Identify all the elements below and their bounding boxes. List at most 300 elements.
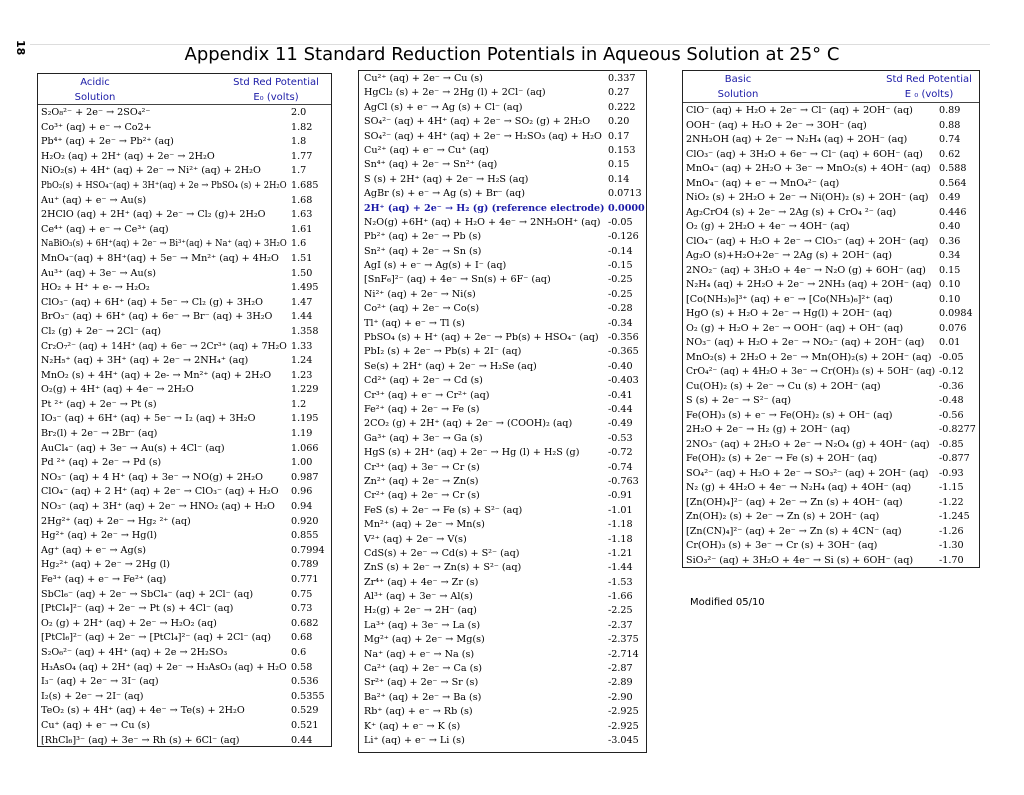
potential-value: 1.2: [291, 398, 307, 410]
potential-value: 0.10: [939, 293, 961, 305]
table-row: [364, 705, 644, 719]
table-row: [364, 144, 644, 158]
table-row: [41, 267, 329, 282]
potential-value: 1.24: [291, 355, 313, 367]
middle-rows: [364, 72, 644, 748]
table-row: [41, 588, 329, 603]
reaction: 2NH₂OH (aq) + 2e⁻ → N₂H₄ (aq) + 2OH⁻ (aq): [686, 134, 908, 145]
reaction: Li⁺ (aq) + e⁻ → Li (s): [364, 734, 465, 746]
reaction: H₂(g) + 2e⁻ → 2H⁻ (aq): [364, 605, 477, 617]
reaction: Cu⁺ (aq) + e⁻ → Cu (s): [41, 719, 150, 731]
table-row: [364, 691, 644, 705]
table-row: [686, 278, 978, 293]
potential-value: 1.19: [291, 428, 313, 440]
table-row: [364, 360, 644, 374]
potential-value: 0.94: [291, 501, 313, 513]
reaction: H₃AsO₄ (aq) + 2H⁺ (aq) + 2e⁻ → H₃AsO₃ (aq) + H₂O: [41, 661, 287, 673]
reaction: Au³⁺ (aq) + 3e⁻ → Au(s): [41, 267, 157, 279]
potential-value: -2.714: [608, 648, 639, 660]
potential-value: 0.01: [939, 337, 961, 348]
reaction: BrO₃⁻ (aq) + 6H⁺ (aq) + 6e⁻ → Br⁻ (aq) + 3H₂O: [41, 311, 273, 323]
reaction: Hg₂²⁺ (aq) + 2e⁻ → 2Hg (l): [41, 559, 170, 571]
potential-value: 0.96: [291, 486, 313, 498]
potential-value: 1.61: [291, 223, 313, 235]
table-row: [364, 173, 644, 187]
reaction: AuCl₄⁻ (aq) + 3e⁻ → Au(s) + 4Cl⁻ (aq): [41, 442, 225, 454]
potential-value: -0.48: [939, 395, 964, 406]
table-row: [686, 177, 978, 192]
potential-value: 1.00: [291, 457, 313, 469]
table-row: [364, 461, 644, 475]
table-row: [41, 179, 329, 194]
potential-value: -0.403: [608, 375, 639, 387]
reaction: N₂ (g) + 4H₂O + 4e⁻ → N₂H₄ (aq) + 4OH⁻ (aq): [686, 482, 912, 493]
potential-value: 0.0000: [608, 202, 645, 214]
potential-value: -1.22: [939, 496, 964, 508]
reaction: Pt ²⁺ (aq) + 2e⁻ → Pt (s): [41, 398, 157, 410]
potential-value: -0.126: [608, 231, 639, 243]
reaction: CdS(s) + 2e⁻ → Cd(s) + S²⁻ (aq): [364, 547, 520, 559]
table-row: [41, 573, 329, 588]
basic-header-right: [879, 72, 979, 102]
potential-value: 0.6: [291, 646, 307, 658]
table-row: [364, 604, 644, 618]
table-row: [41, 194, 329, 209]
reaction: Fe(OH)₂ (s) + 2e⁻ → Fe (s) + 2OH⁻ (aq): [686, 453, 878, 464]
potential-value: 0.222: [608, 101, 636, 113]
potential-value: -2.90: [608, 691, 633, 703]
potential-value: -2.37: [608, 619, 633, 631]
acidic-header-left-line1: Acidic: [80, 77, 110, 88]
table-row: [41, 558, 329, 573]
reaction: Cd²⁺ (aq) + 2e⁻ → Cd (s): [364, 375, 483, 387]
potential-value: -1.53: [608, 576, 633, 588]
reaction: MnO₂(s) + 2H₂O + 2e⁻ → Mn(OH)₂(s) + 2OH⁻ (aq): [686, 351, 932, 363]
reaction: Fe(OH)₃ (s) + e⁻ → Fe(OH)₂ (s) + OH⁻ (aq): [686, 409, 893, 421]
potential-value: -0.53: [608, 432, 633, 444]
acidic-header-left: [60, 75, 130, 105]
table-row: [364, 504, 644, 518]
potential-value: 0.7994: [291, 544, 325, 556]
potential-value: 0.17: [608, 130, 630, 142]
modified-note: Modified 05/10: [690, 597, 765, 608]
table-row: [41, 675, 329, 690]
reaction: AgCl (s) + e⁻ → Ag (s) + Cl⁻ (aq): [364, 101, 523, 113]
potential-value: 0.44: [291, 734, 313, 746]
reaction: Cu(OH)₂ (s) + 2e⁻ → Cu (s) + 2OH⁻ (aq): [686, 380, 881, 392]
potential-value: -1.18: [608, 519, 633, 531]
potential-value: -0.34: [608, 317, 633, 329]
potential-value: -3.045: [608, 734, 639, 746]
reaction: Hg²⁺ (aq) + 2e⁻ → Hg(l): [41, 530, 157, 542]
table-row: [41, 485, 329, 500]
reaction: [Zn(OH)₄]²⁻ (aq) + 2e⁻ → Zn (s) + 4OH⁻ (aq): [686, 496, 903, 508]
reaction: TeO₂ (s) + 4H⁺ (aq) + 4e⁻ → Te(s) + 2H₂O: [41, 705, 245, 717]
potential-value: 1.195: [291, 413, 319, 425]
potential-value: -0.91: [608, 490, 633, 502]
reaction: ClO₄⁻ (aq) + H₂O + 2e⁻ → ClO₃⁻ (aq) + 2OH⁻ (aq): [686, 235, 929, 247]
potential-value: -0.877: [939, 453, 970, 464]
potential-value: 0.40: [939, 221, 961, 232]
reaction: La³⁺ (aq) + 3e⁻ → La (s): [364, 619, 481, 631]
table-row: [364, 130, 644, 144]
reaction: K⁺ (aq) + e⁻ → K (s): [364, 720, 461, 732]
potential-value: 0.564: [939, 177, 967, 189]
acidic-rows: [41, 106, 329, 748]
basic-header-left: [703, 72, 773, 102]
table-row: [364, 216, 644, 230]
reaction: 2H₂O + 2e⁻ → H₂ (g) + 2OH⁻ (aq): [686, 424, 851, 435]
reaction: IO₃⁻ (aq) + 6H⁺ (aq) + 5e⁻ → I₂ (aq) + 3H₂O: [41, 413, 256, 425]
potential-value: 0.920: [291, 515, 319, 527]
reaction: Ag₂O (s)+H₂O+2e⁻ → 2Ag (s) + 2OH⁻ (aq): [686, 250, 892, 261]
table-row: [364, 158, 644, 172]
table-row: [686, 438, 978, 453]
potential-value: 1.6: [291, 238, 307, 250]
reaction: Zn(OH)₂ (s) + 2e⁻ → Zn (s) + 2OH⁻ (aq): [686, 511, 880, 522]
table-row: [686, 525, 978, 540]
potential-value: -0.72: [608, 447, 633, 459]
potential-value: -0.93: [939, 467, 964, 479]
potential-value: -1.66: [608, 591, 633, 603]
potential-value: -0.28: [608, 303, 633, 315]
potential-value: 0.5355: [291, 690, 325, 702]
table-row: [364, 245, 644, 259]
potential-value: 1.51: [291, 252, 313, 264]
table-row: [364, 187, 644, 201]
potential-value: -0.25: [608, 274, 633, 286]
reaction: NiO₂ (s) + 2H₂O + 2e⁻ → Ni(OH)₂ (s) + 2OH⁻ (aq): [686, 192, 929, 203]
potential-value: 0.15: [939, 264, 961, 276]
potential-value: -0.41: [608, 389, 633, 401]
reaction: H₂O₂ (aq) + 2H⁺ (aq) + 2e⁻ → 2H₂O: [41, 150, 215, 162]
table-row: [41, 471, 329, 486]
potential-value: 1.33: [291, 340, 313, 352]
table-row: [41, 252, 329, 267]
potential-value: -2.925: [608, 720, 639, 732]
potential-value: 0.529: [291, 705, 319, 717]
reaction: Tl⁺ (aq) + e⁻ → Tl (s): [364, 317, 465, 329]
potential-value: 0.34: [939, 250, 961, 261]
table-row: [41, 310, 329, 325]
table-row: [364, 417, 644, 431]
reaction: FeS (s) + 2e⁻ → Fe (s) + S²⁻ (aq): [364, 504, 523, 516]
reaction: AgI (s) + e⁻ → Ag(s) + I⁻ (aq): [364, 260, 507, 272]
table-row: [364, 317, 644, 331]
reaction: S (s) + 2e⁻ → S²⁻ (aq): [686, 395, 792, 406]
reaction: S (s) + 2H⁺ (aq) + 2e⁻ → H₂S (aq): [364, 173, 529, 185]
potential-value: 0.682: [291, 617, 319, 629]
reaction: Mg²⁺ (aq) + 2e⁻ → Mg(s): [364, 634, 485, 646]
table-row: [364, 374, 644, 388]
reaction: Pb²⁺ (aq) + 2e⁻ → Pb (s): [364, 231, 482, 243]
table-row: [364, 676, 644, 690]
reaction: PbO₂(s) + HSO₄⁻(aq) + 3H⁺(aq) + 2e → PbSO₄ (s) + 2H₂O: [41, 179, 287, 191]
basic-header-right-line1: Std Red Potential: [886, 74, 972, 85]
table-row: [364, 403, 644, 417]
table-row: [364, 576, 644, 590]
table-row: [41, 544, 329, 559]
reaction: Se(s) + 2H⁺ (aq) + 2e⁻ → H₂Se (aq): [364, 360, 537, 372]
acidic-header-left-line2: Solution: [74, 92, 116, 103]
reaction: 2H⁺ (aq) + 2e⁻ → H₂ (g) (reference electrode): [364, 202, 605, 214]
table-row: [41, 442, 329, 457]
potential-value: -1.18: [608, 533, 633, 545]
reaction: [PtCl₄]²⁻ (aq) + 2e⁻ → Pt (s) + 4Cl⁻ (aq): [41, 603, 234, 615]
reaction: I₃⁻ (aq) + 2e⁻ → 3I⁻ (aq): [41, 676, 159, 688]
middle-table: [358, 70, 647, 753]
reaction: Cu²⁺ (aq) + 2e⁻ → Cu (s): [364, 73, 483, 84]
table-row: [686, 119, 978, 134]
table-row: [41, 704, 329, 719]
reaction: Ag⁺ (aq) + e⁻ → Ag(s): [41, 544, 147, 556]
reaction: 2NO₃⁻ (aq) + 2H₂O + 2e⁻ → N₂O₄ (g) + 4OH⁻ (aq): [686, 438, 930, 450]
table-row: [364, 547, 644, 561]
table-row: [364, 662, 644, 676]
potential-value: -1.26: [939, 525, 964, 537]
reaction: NO₃⁻ (aq) + 4 H⁺ (aq) + 3e⁻ → NO(g) + 2H₂O: [41, 471, 264, 483]
reaction: Ga³⁺ (aq) + 3e⁻ → Ga (s): [364, 432, 483, 444]
potential-value: 1.8: [291, 136, 307, 148]
potential-value: -0.25: [608, 288, 633, 300]
table-row: [41, 617, 329, 632]
table-row: [41, 529, 329, 544]
reaction: I₂(s) + 2e⁻ → 2I⁻ (aq): [41, 690, 144, 702]
potential-value: 2.0: [291, 107, 307, 118]
table-row: [686, 235, 978, 250]
potential-value: -0.8277: [939, 424, 976, 435]
potential-value: -2.89: [608, 677, 633, 689]
potential-value: 0.89: [939, 105, 961, 116]
potential-value: 0.73: [291, 603, 313, 615]
reaction: Ca²⁺ (aq) + 2e⁻ → Ca (s): [364, 663, 483, 675]
table-row: [364, 115, 644, 129]
table-row: [41, 325, 329, 340]
reaction: Br₂(l) + 2e⁻ → 2Br⁻ (aq): [41, 428, 158, 440]
potential-value: -1.21: [608, 547, 633, 559]
table-row: [686, 220, 978, 235]
reaction: O₂ (g) + 2H⁺ (aq) + 2e⁻ → H₂O₂ (aq): [41, 617, 217, 629]
reaction: NiO₂(s) + 4H⁺ (aq) + 2e⁻ → Ni²⁺ (aq) + 2H₂O: [41, 165, 261, 177]
potential-value: 0.10: [939, 279, 961, 290]
potential-value: -0.05: [608, 216, 633, 228]
potential-value: 0.36: [939, 235, 961, 247]
table-row: [41, 690, 329, 705]
potential-value: -0.763: [608, 475, 639, 487]
potential-value: 0.15: [608, 159, 630, 171]
table-row: [364, 590, 644, 604]
potential-value: -1.44: [608, 562, 633, 574]
table-row: [364, 734, 644, 748]
reaction: O₂ (g) + 2H₂O + 4e⁻ → 4OH⁻ (aq): [686, 221, 850, 232]
reaction: Sn⁴⁺ (aq) + 2e⁻ → Sn²⁺ (aq): [364, 159, 498, 171]
basic-header-left-line1: Basic: [724, 74, 752, 85]
reaction: O₂ (g) + H₂O + 2e⁻ → OOH⁻ (aq) + OH⁻ (aq): [686, 322, 904, 334]
potential-value: 0.27: [608, 87, 630, 99]
potential-value: 0.076: [939, 322, 967, 334]
table-row: [364, 230, 644, 244]
potential-value: 0.75: [291, 588, 313, 600]
reaction: MnO₄⁻ (aq) + e⁻ → MnO₄²⁻ (aq): [686, 177, 840, 189]
potential-value: -1.245: [939, 511, 970, 522]
acidic-header-right-line1: Std Red Potential: [233, 77, 319, 88]
acidic-header-right: [224, 75, 328, 105]
reaction: ClO₄⁻ (aq) + 2 H⁺ (aq) + 2e⁻ → ClO₃⁻ (aq) + H₂O: [41, 486, 279, 498]
table-row: [41, 150, 329, 165]
table-row: [41, 354, 329, 369]
potential-value: 1.63: [291, 209, 313, 221]
potential-value: -0.12: [939, 366, 964, 377]
potential-value: -2.87: [608, 663, 633, 675]
reaction: Cr₂O₇²⁻ (aq) + 14H⁺ (aq) + 6e⁻ → 2Cr³⁺ (aq) + 7H₂O: [41, 340, 287, 352]
table-row: [364, 288, 644, 302]
reaction: OOH⁻ (aq) + H₂O + 2e⁻ → 3OH⁻ (aq): [686, 119, 867, 131]
reaction: S₂O₆²⁻ (aq) + 4H⁺ (aq) + 2e → 2H₂SO₃: [41, 646, 228, 658]
table-row: [41, 164, 329, 179]
table-row: [686, 293, 978, 308]
reaction: Mn²⁺ (aq) + 2e⁻ → Mn(s): [364, 519, 485, 531]
reaction: Pb⁴⁺ (aq) + 2e⁻ → Pb²⁺ (aq): [41, 136, 174, 148]
potential-value: 1.68: [291, 194, 313, 206]
table-row: [686, 148, 978, 163]
potential-value: -2.925: [608, 706, 639, 718]
table-row: [686, 264, 978, 279]
reaction: MnO₂ (s) + 4H⁺ (aq) + 2e- → Mn²⁺ (aq) + 2H₂O: [41, 369, 272, 381]
reaction: 2HClO (aq) + 2H⁺ (aq) + 2e⁻ → Cl₂ (g)+ 2H₂O: [41, 209, 266, 221]
reaction: N₂O(g) +6H⁺ (aq) + H₂O + 4e⁻ → 2NH₃OH⁺ (aq): [364, 216, 601, 228]
table-row: [686, 365, 978, 380]
reaction: 2NO₂⁻ (aq) + 3H₂O + 4e⁻ → N₂O (g) + 6OH⁻ (aq): [686, 264, 926, 276]
table-row: [364, 259, 644, 273]
table-row: [364, 389, 644, 403]
table-row: [686, 336, 978, 351]
reaction: Pd ²⁺ (aq) + 2e⁻ → Pd (s): [41, 457, 162, 469]
reaction: SiO₃²⁻ (aq) + 3H₂O + 4e⁻ → Si (s) + 6OH⁻ (aq): [686, 554, 914, 566]
reaction: Sr²⁺ (aq) + 2e⁻ → Sr (s): [364, 677, 479, 689]
potential-value: 0.68: [291, 632, 313, 644]
potential-value: 0.62: [939, 148, 961, 160]
table-row: [686, 104, 978, 119]
reaction: Cr²⁺ (aq) + 2e⁻ → Cr (s): [364, 490, 480, 502]
potential-value: 0.588: [939, 163, 967, 174]
table-row: [364, 345, 644, 359]
potential-value: 0.521: [291, 719, 319, 731]
potential-value: 0.855: [291, 530, 319, 542]
reaction: MnO₄⁻ (aq) + 2H₂O + 3e⁻ → MnO₂(s) + 4OH⁻ (aq): [686, 163, 931, 174]
potential-value: -0.49: [608, 418, 633, 430]
potential-value: 1.82: [291, 121, 313, 133]
potential-value: -0.05: [939, 351, 964, 363]
table-row: [364, 86, 644, 100]
reaction: HgCl₂ (s) + 2e⁻ → 2Hg (l) + 2Cl⁻ (aq): [364, 87, 546, 99]
potential-value: 0.771: [291, 574, 319, 585]
reaction: S₂O₈²⁻ + 2e⁻ → 2SO₄²⁻: [41, 107, 151, 118]
potential-value: 1.44: [291, 311, 313, 323]
table-row: [686, 409, 978, 424]
potential-value: 1.495: [291, 282, 319, 294]
reaction: 2CO₂ (g) + 2H⁺ (aq) + 2e⁻ → (COOH)₂ (aq): [364, 418, 573, 430]
acidic-header-right-line2: E₀ (volts): [253, 92, 299, 103]
potential-value: 0.337: [608, 73, 636, 84]
page-title: Appendix 11 Standard Reduction Potentials in Aqueous Solution at 25° C: [184, 44, 840, 65]
reaction: SO₄²⁻ (aq) + H₂O + 2e⁻ → SO₃²⁻ (aq) + 2OH⁻ (aq): [686, 467, 929, 479]
potential-value: -1.70: [939, 554, 964, 566]
reaction: HO₂ + H⁺ + e- → H₂O₂: [41, 282, 150, 294]
table-row: [686, 380, 978, 395]
potential-value: 1.50: [291, 267, 313, 279]
reaction: Al³⁺ (aq) + 3e⁻ → Al(s): [364, 591, 473, 603]
reaction: Ba²⁺ (aq) + 2e⁻ → Ba (s): [364, 691, 482, 703]
acidic-table: [37, 73, 332, 747]
reaction: [RhCl₆]³⁻ (aq) + 3e⁻ → Rh (s) + 6Cl⁻ (aq): [41, 734, 240, 746]
reaction: MnO₄⁻(aq) + 8H⁺(aq) + 5e⁻ → Mn²⁺ (aq) + 4H₂O: [41, 252, 279, 264]
table-row: [686, 481, 978, 496]
table-row: [41, 135, 329, 150]
reaction: Cl₂ (g) + 2e⁻ → 2Cl⁻ (aq): [41, 325, 162, 337]
table-row: [364, 72, 644, 86]
table-row: [686, 510, 978, 525]
potential-value: 0.0713: [608, 188, 642, 200]
table-row: [364, 446, 644, 460]
reaction: 2Hg²⁺ (aq) + 2e⁻ → Hg₂ ²⁺ (aq): [41, 515, 191, 527]
reaction: NaBiO₃(s) + 6H⁺(aq) + 2e⁻ → Bi³⁺(aq) + Na⁺ (aq) + 3H₂O: [41, 238, 287, 250]
reaction: ClO₃⁻ (aq) + 3H₂O + 6e⁻ → Cl⁻ (aq) + 6OH⁻ (aq): [686, 148, 923, 160]
reaction: Sn²⁺ (aq) + 2e⁻ → Sn (s): [364, 245, 482, 257]
table-row: [364, 633, 644, 647]
reaction: [SnF₆]²⁻ (aq) + 4e⁻ → Sn(s) + 6F⁻ (aq): [364, 274, 551, 286]
potential-value: 0.14: [608, 173, 630, 185]
potential-value: -0.365: [608, 346, 639, 358]
table-row: [41, 106, 329, 121]
table-row: [364, 489, 644, 503]
table-row: [686, 467, 978, 482]
table-row: [686, 307, 978, 322]
reaction: [Co(NH₃)₆]³⁺ (aq) + e⁻ → [Co(NH₃)₆]²⁺ (aq): [686, 293, 893, 305]
reaction: [PtCl₆]²⁻ (aq) + 2e⁻ → [PtCl₄]²⁻ (aq) + 2Cl⁻ (aq): [41, 632, 271, 644]
potential-value: -0.74: [608, 461, 633, 473]
potential-value: -1.01: [608, 504, 633, 516]
table-row: [686, 191, 978, 206]
potential-value: -0.40: [608, 360, 633, 372]
basic-header-left-line2: Solution: [717, 89, 759, 100]
table-row: [364, 273, 644, 287]
potential-value: -0.44: [608, 403, 633, 415]
potential-value: 0.446: [939, 206, 967, 218]
table-row: [686, 452, 978, 467]
reaction: SO₄²⁻ (aq) + 4H⁺ (aq) + 2e⁻ → SO₂ (g) + 2H₂O: [364, 116, 591, 128]
reaction: Ni²⁺ (aq) + 2e⁻ → Ni(s): [364, 288, 476, 300]
reaction: Cu²⁺ (aq) + e⁻ → Cu⁺ (aq): [364, 144, 489, 156]
table-row: [41, 412, 329, 427]
potential-value: -0.15: [608, 260, 633, 272]
reaction: SO₄²⁻ (aq) + 4H⁺ (aq) + 2e⁻ → H₂SO₃ (aq) + H₂O: [364, 130, 602, 142]
table-row: [686, 554, 978, 569]
table-row: [686, 351, 978, 366]
potential-value: 1.229: [291, 384, 319, 396]
table-row: [41, 369, 329, 384]
potential-value: -0.85: [939, 438, 964, 450]
potential-value: 1.358: [291, 325, 319, 337]
reaction: Ce⁴⁺ (aq) + e⁻ → Ce³⁺ (aq): [41, 223, 169, 235]
table-row: [364, 101, 644, 115]
potential-value: 0.74: [939, 134, 961, 145]
reaction: CrO₄²⁻ (aq) + 4H₂O + 3e⁻ → Cr(OH)₃ (s) + 5OH⁻ (aq): [686, 366, 936, 377]
table-row: [41, 208, 329, 223]
potential-value: -2.375: [608, 634, 639, 646]
table-row: [41, 500, 329, 515]
table-row: [41, 237, 329, 252]
reaction: ClO⁻ (aq) + H₂O + 2e⁻ → Cl⁻ (aq) + 2OH⁻ (aq): [686, 105, 913, 116]
